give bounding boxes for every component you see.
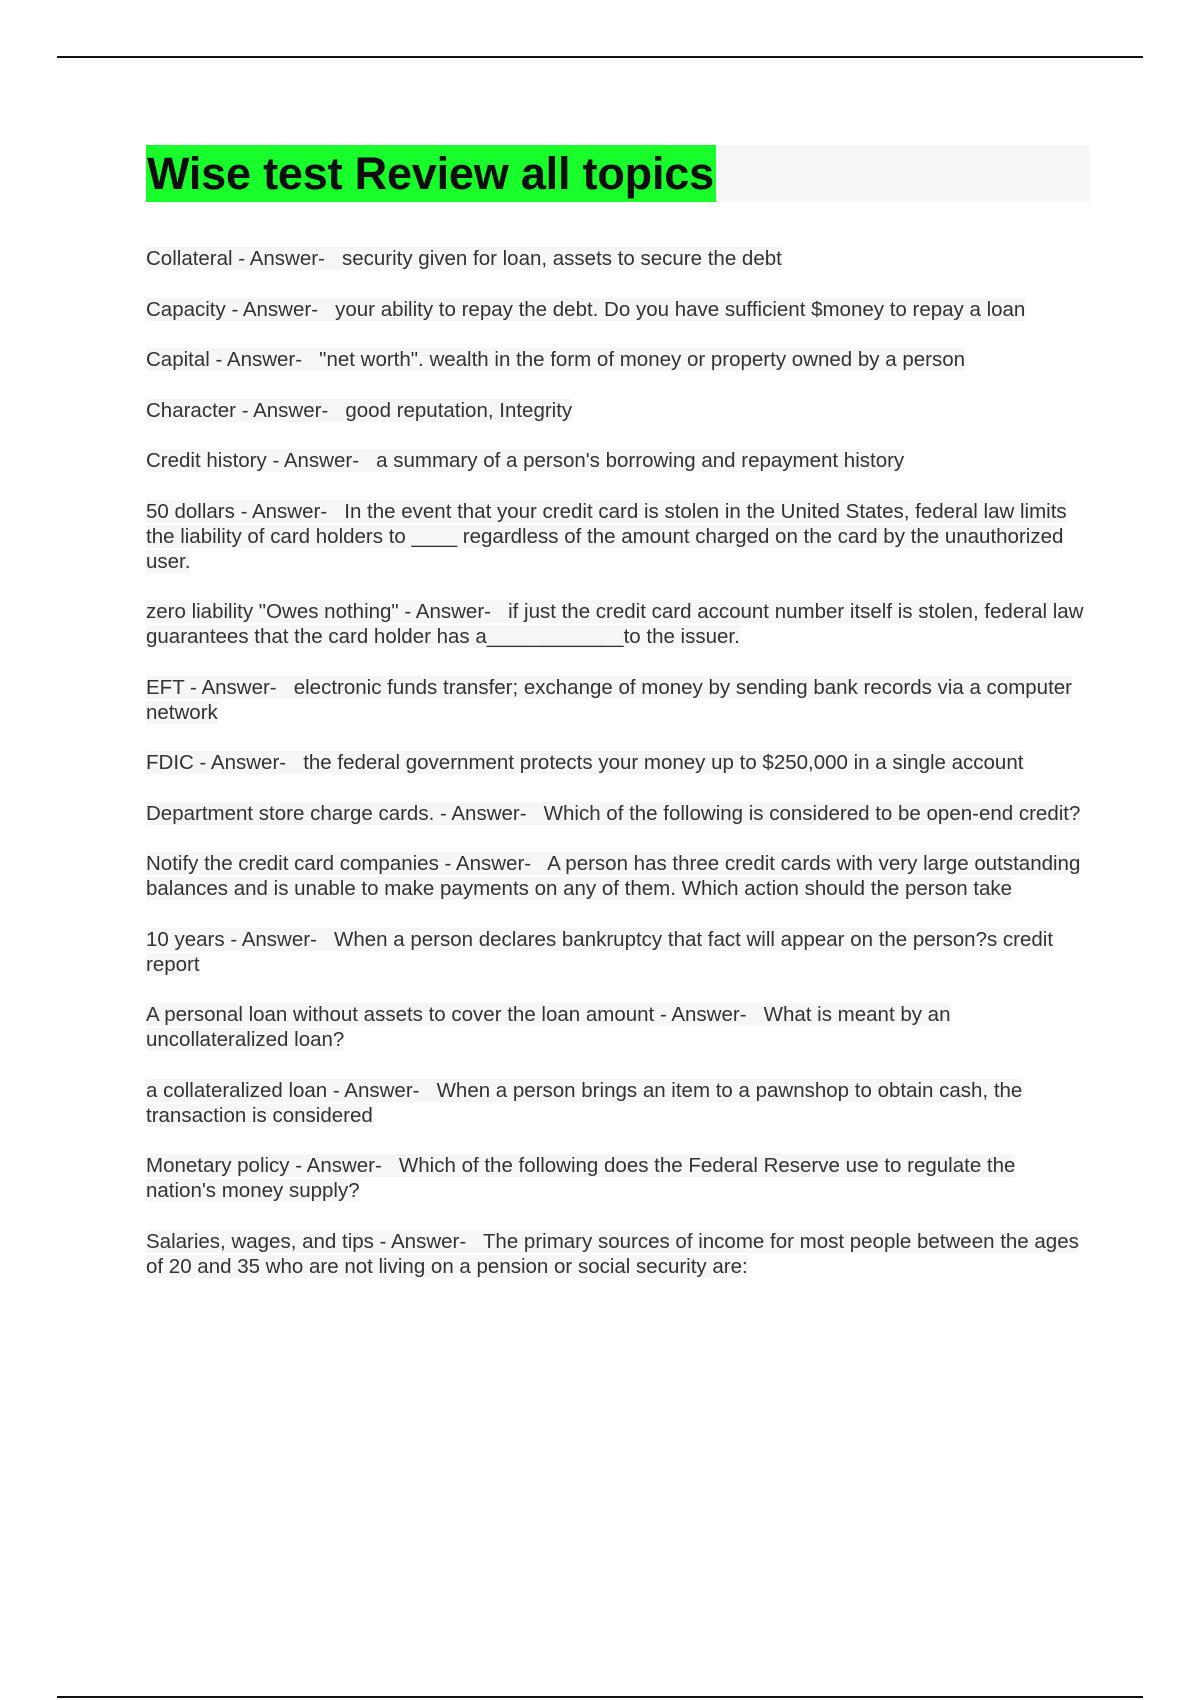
entry-answer: security given for loan, assets to secure the debt bbox=[341, 247, 782, 270]
answer-separator: - Answer- bbox=[224, 927, 334, 951]
entry-answer: When a person brings an item to a pawnshop to obtain cash, the transaction is considered bbox=[146, 1078, 1023, 1127]
entry-answer: the federal government protects your money up to $250,000 in a single account bbox=[303, 751, 1024, 774]
bottom-rule bbox=[57, 1696, 1143, 1698]
entry-answer: What is meant by an uncollateralized loan? bbox=[146, 1003, 951, 1051]
flashcard-entry bbox=[146, 1078, 1090, 1128]
entry-text bbox=[146, 500, 1067, 573]
flashcard-list bbox=[146, 246, 1090, 1279]
entry-text bbox=[146, 1079, 1022, 1127]
answer-separator: - Answer- bbox=[232, 247, 342, 270]
entry-text bbox=[146, 1154, 1015, 1202]
answer-separator: - Answer- bbox=[234, 499, 345, 523]
answer-separator: - Answer- bbox=[398, 600, 509, 623]
entry-term: Character bbox=[146, 398, 237, 422]
entry-term: a collateralized loan bbox=[146, 1078, 328, 1102]
answer-separator: - Answer- bbox=[654, 1003, 764, 1026]
entry-term: Capacity bbox=[146, 297, 226, 321]
entry-answer: "net worth". wealth in the form of money or property owned by a person bbox=[319, 348, 966, 371]
entry-text bbox=[146, 852, 1080, 900]
entry-answer: a summary of a person's borrowing and repayment history bbox=[376, 449, 905, 472]
flashcard-entry bbox=[146, 246, 1090, 271]
entry-answer: if just the credit card account number itself is stolen, federal law guarantees that the card holder has a____________to the issuer. bbox=[146, 600, 1084, 648]
document-body bbox=[146, 145, 1090, 1304]
entry-text bbox=[146, 802, 1080, 825]
document-title: Wise test Review all topics bbox=[146, 145, 716, 202]
flashcard-entry bbox=[146, 801, 1090, 826]
entry-term: Salaries, wages, and tips bbox=[146, 1229, 374, 1253]
entry-text bbox=[146, 399, 572, 422]
entry-text bbox=[146, 751, 1023, 774]
entry-text bbox=[146, 449, 904, 472]
entry-text bbox=[146, 348, 965, 371]
answer-separator: - Answer- bbox=[434, 801, 544, 825]
entry-term: 50 dollars bbox=[146, 499, 235, 523]
entry-text bbox=[146, 247, 782, 270]
entry-text bbox=[146, 1003, 951, 1051]
entry-term: Credit history bbox=[146, 449, 267, 472]
answer-separator: - Answer- bbox=[289, 1154, 399, 1177]
flashcard-entry bbox=[146, 675, 1090, 725]
flashcard-entry bbox=[146, 1002, 1090, 1052]
entry-answer: good reputation, Integrity bbox=[345, 398, 573, 422]
flashcard-entry bbox=[146, 398, 1090, 423]
entry-answer: The primary sources of income for most people between the ages of 20 and 35 who are not living on a pension or social security are: bbox=[146, 1229, 1079, 1278]
flashcard-entry bbox=[146, 750, 1090, 775]
answer-separator: - Answer- bbox=[193, 751, 304, 774]
entry-answer: your ability to repay the debt. Do you have sufficient $money to repay a loan bbox=[335, 297, 1026, 321]
flashcard-entry bbox=[146, 347, 1090, 372]
entry-term: Collateral bbox=[146, 247, 233, 270]
entry-term: FDIC bbox=[146, 751, 194, 774]
entry-term: 10 years bbox=[146, 927, 225, 951]
entry-answer: Which of the following does the Federal Reserve use to regulate the nation's money supply? bbox=[146, 1154, 1016, 1202]
entry-term: Monetary policy bbox=[146, 1154, 290, 1177]
title-band bbox=[146, 145, 1090, 202]
entry-answer: In the event that your credit card is stolen in the United States, federal law limits the liability of card holders to ____ regardless of the amount charged on the card by the unauthorized user. bbox=[146, 499, 1067, 573]
answer-separator: - Answer- bbox=[209, 348, 320, 371]
answer-separator: - Answer- bbox=[373, 1229, 483, 1253]
entry-text bbox=[146, 676, 1072, 724]
entry-text bbox=[146, 600, 1083, 648]
top-rule bbox=[57, 56, 1143, 58]
entry-term: Notify the credit card companies bbox=[146, 852, 439, 875]
answer-separator: - Answer- bbox=[266, 449, 377, 472]
flashcard-entry bbox=[146, 927, 1090, 977]
entry-answer: Which of the following is considered to be open-end credit? bbox=[543, 801, 1081, 825]
flashcard-entry bbox=[146, 599, 1090, 649]
entry-text bbox=[146, 298, 1025, 321]
entry-term: Department store charge cards. bbox=[146, 801, 435, 825]
flashcard-entry bbox=[146, 499, 1090, 574]
flashcard-entry bbox=[146, 1153, 1090, 1203]
entry-answer: When a person declares bankruptcy that fact will appear on the person?s credit report bbox=[146, 927, 1054, 976]
answer-separator: - Answer- bbox=[438, 852, 548, 875]
flashcard-entry bbox=[146, 297, 1090, 322]
flashcard-entry bbox=[146, 448, 1090, 473]
flashcard-entry bbox=[146, 851, 1090, 901]
entry-term: A personal loan without assets to cover the loan amount bbox=[146, 1003, 655, 1026]
entry-text bbox=[146, 928, 1053, 976]
answer-separator: - Answer- bbox=[327, 1078, 437, 1102]
flashcard-entry bbox=[146, 1229, 1090, 1279]
entry-term: zero liability "Owes nothing" bbox=[146, 600, 399, 623]
entry-term: Capital bbox=[146, 348, 210, 371]
answer-separator: - Answer- bbox=[236, 398, 346, 422]
entry-answer: electronic funds transfer; exchange of money by sending bank records via a computer network bbox=[146, 675, 1073, 724]
entry-term: EFT bbox=[146, 675, 185, 699]
answer-separator: - Answer- bbox=[225, 297, 336, 321]
entry-answer: A person has three credit cards with very large outstanding balances and is unable to make payments on any of them. Which action should the person take bbox=[146, 852, 1081, 900]
entry-text bbox=[146, 1230, 1079, 1278]
answer-separator: - Answer- bbox=[184, 675, 294, 699]
